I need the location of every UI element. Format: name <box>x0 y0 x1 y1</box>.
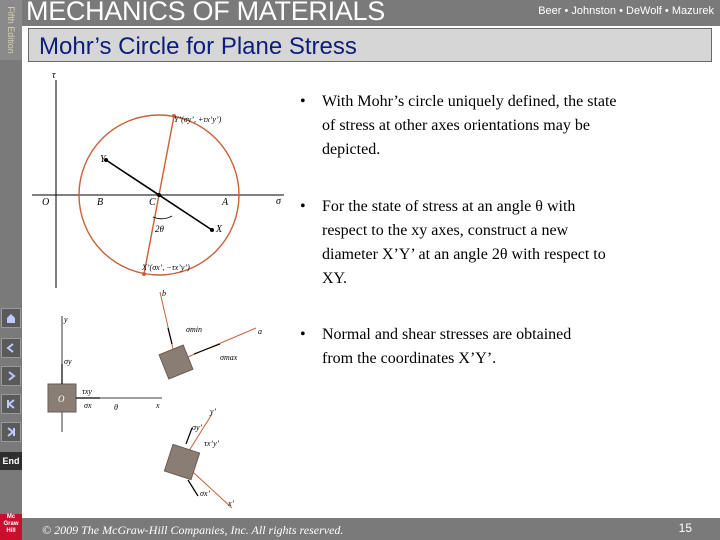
end-button[interactable]: End <box>0 452 22 470</box>
next-icon[interactable] <box>1 366 21 386</box>
center-point <box>157 193 161 197</box>
principal-element <box>159 345 193 379</box>
sigma-y-label: σy <box>64 357 72 366</box>
tau-xy-label: τxy <box>82 387 92 396</box>
bullet-line: respect to the xy axes, construct a new <box>322 222 569 239</box>
sigma-max-arrow <box>194 344 220 354</box>
point-x-prime-label: X’(σx’, −τx’y’) <box>142 263 190 272</box>
first-icon[interactable] <box>1 394 21 414</box>
sigma-max-label: σmax <box>220 353 238 362</box>
sigma-x-prime-arrow <box>188 480 198 496</box>
sigma-axis-label: σ <box>276 196 281 207</box>
header <box>22 0 720 26</box>
page-number: 15 <box>678 521 692 535</box>
angle-arc <box>153 216 172 219</box>
previous-icon[interactable] <box>1 338 21 358</box>
stress-element-diagram <box>22 282 282 518</box>
sigma-x-prime-label: σx’ <box>200 489 211 498</box>
angle-label: 2θ <box>155 224 164 234</box>
origin-label: O <box>42 197 50 208</box>
bullet-line: For the state of stress at an angle θ with <box>322 198 576 215</box>
mohrs-circle-diagram <box>22 66 292 288</box>
footer <box>22 518 720 540</box>
sigma-min-label: σmin <box>186 325 202 334</box>
title-box <box>28 28 712 62</box>
rotated-axes <box>164 407 234 508</box>
publisher-logo: Mc Graw Hill <box>0 514 22 540</box>
principal-axes <box>159 289 262 379</box>
rotated-stress-element <box>164 444 199 479</box>
edition-text: Fifth Edition <box>6 6 16 54</box>
authors: Beer • Johnston • DeWolf • Mazurek <box>538 5 714 17</box>
origin-label: O <box>58 394 65 404</box>
bullet-line: from the coordinates X’Y’. <box>322 350 497 367</box>
axis-y-prime-label: y’ <box>210 407 217 416</box>
sigma-min-arrow <box>168 328 172 344</box>
sigma-x-label: σx <box>84 401 92 410</box>
bullet-line: Normal and shear stresses are obtained <box>322 326 572 343</box>
bullet-line: of stress at other axes orientations may be <box>322 117 590 134</box>
angle-theta-label: θ <box>114 403 118 412</box>
title-bar <box>22 26 720 66</box>
point-y-label: Y <box>100 154 106 165</box>
point-y-prime-label: Y’(σy’, +τx’y’) <box>174 115 222 124</box>
point-x-prime <box>142 272 146 276</box>
axis-x-prime-label: x’ <box>228 499 235 508</box>
axis-a-label: a <box>258 327 262 336</box>
tau-axis-label: τ <box>52 70 56 81</box>
course-title: MECHANICS OF MATERIALS <box>26 0 385 26</box>
bullet-dot: • <box>300 93 306 110</box>
home-icon[interactable] <box>1 308 21 328</box>
bullet-line: depicted. <box>322 141 381 158</box>
point-a-label: A <box>222 197 229 208</box>
edition-label <box>0 0 22 60</box>
point-b-label: B <box>97 197 104 208</box>
axis-b-label: b <box>162 289 166 298</box>
point-x-label: X <box>216 224 223 235</box>
bullet-line: XY. <box>322 270 348 287</box>
point-c-label: C <box>149 197 156 208</box>
axis-x-label: x <box>156 401 160 410</box>
last-icon[interactable] <box>1 422 21 442</box>
bullet-line: diameter X’Y’ at an angle 2θ with respect to <box>322 246 606 263</box>
bullet-line: With Mohr’s circle uniquely defined, the state <box>322 93 617 110</box>
xy-element <box>48 315 162 432</box>
bullet-dot: • <box>300 198 306 215</box>
axis-y-label: y <box>64 315 68 324</box>
tau-xy-prime-label: τx’y’ <box>204 439 220 448</box>
sidebar <box>0 0 22 540</box>
copyright: © 2009 The McGraw-Hill Companies, Inc. All rights reserved. <box>42 523 344 537</box>
sigma-y-prime-label: σy’ <box>192 423 203 432</box>
bullet-dot: • <box>300 326 306 343</box>
point-x <box>210 228 214 232</box>
slide-title: Mohr’s Circle for Plane Stress <box>39 33 357 60</box>
